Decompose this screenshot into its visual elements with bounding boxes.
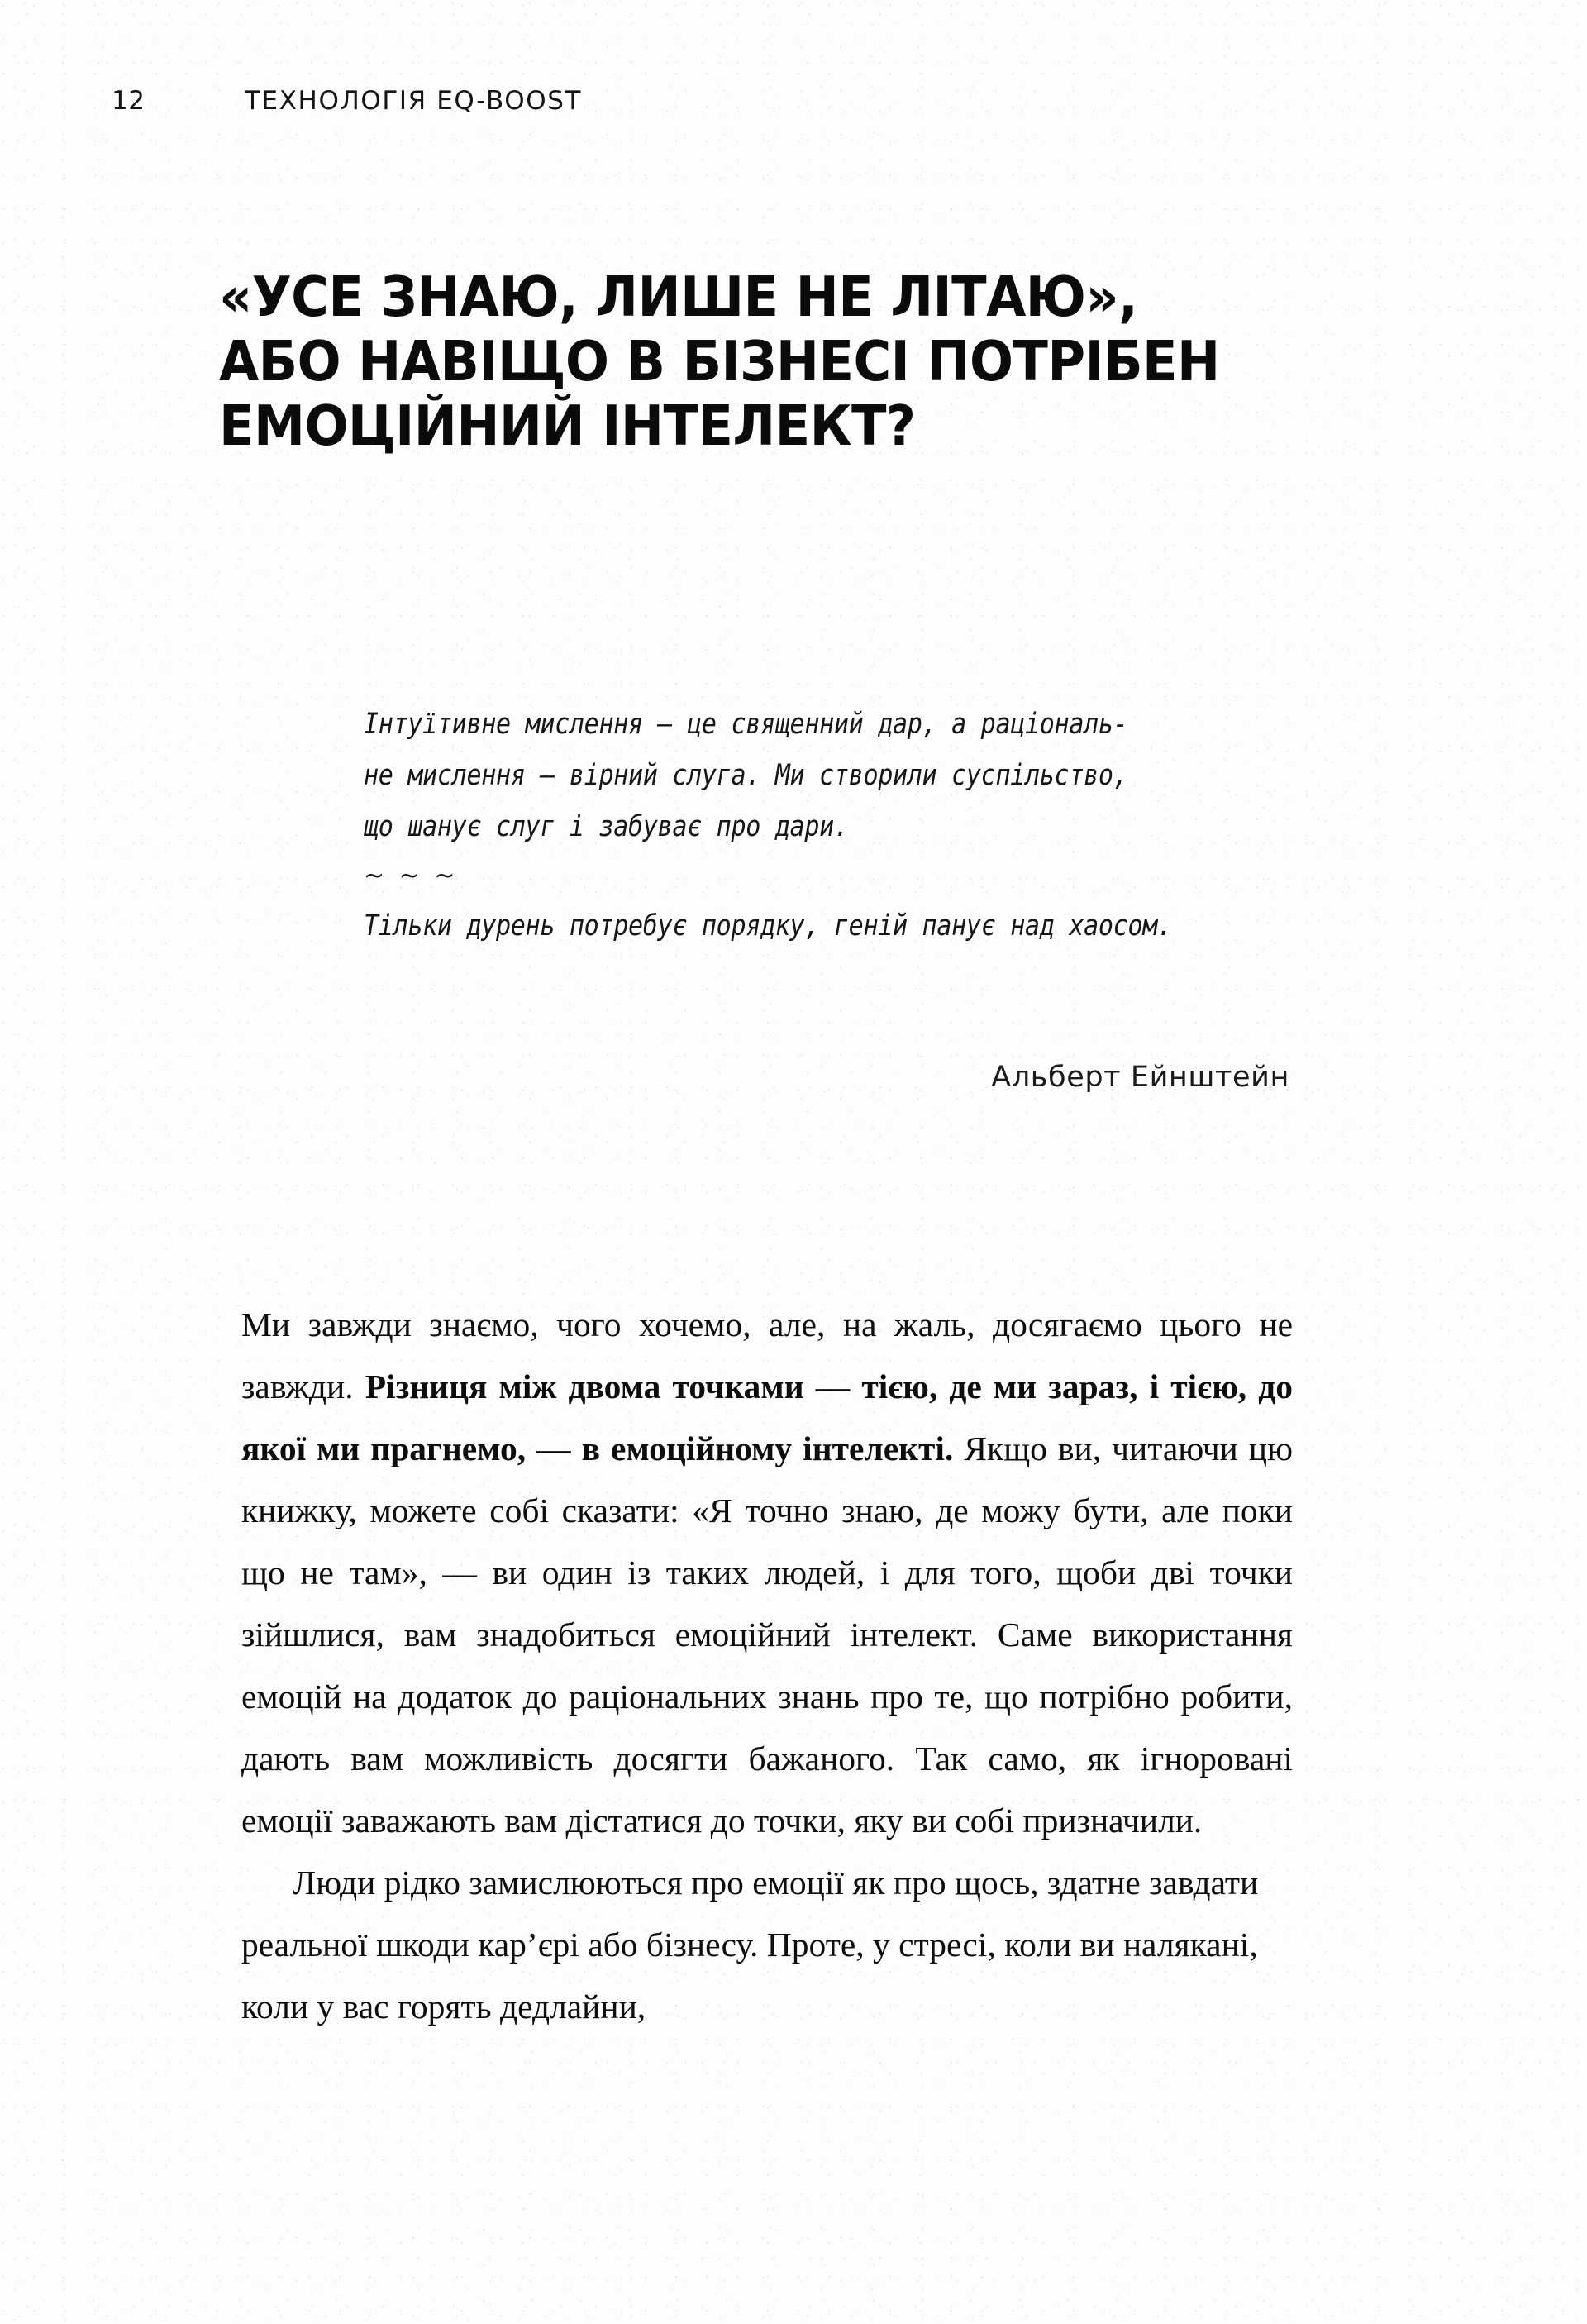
paragraph-2: Люди рідко замислюються про емоції як про щось, здатне завдати реальної шкоди кар’єрі або бізнесу. Проте, у стресі, коли ви налякані, коли у вас горять дедлайни,: [241, 1863, 1259, 2026]
chapter-title-line-2: АБО НАВІЩО В БІЗНЕСІ ПОТРІБЕН: [219, 329, 1220, 394]
epigraph-separator: ~ ~ ~: [364, 861, 459, 890]
page-number: 12: [112, 86, 145, 116]
running-head-title: ТЕХНОЛОГІЯ EQ-BOOST: [245, 86, 583, 116]
paragraph-1-part-2: Якщо ви, читаючи цю книжку, можете собі сказати: «Я точно знаю, де можу бути, але поки що не там», — ви один із таких людей, і для того, щоби дві точки зійшлися, вам знадобиться емоційний інтелект. Саме використання емоцій на додаток до раціональних знань про те, що потрібно робити, дають вам можливість досягти бажаного. Так само, як ігноровані емоції заважають вам дістатися до точки, яку ви собі призначили.: [241, 1429, 1293, 1840]
chapter-title: [219, 265, 1401, 458]
epigraph-attribution: Альберт Ейнштейн: [991, 1061, 1289, 1094]
body-copy: [241, 1294, 1293, 2038]
chapter-title-line-1: «УСЕ ЗНАЮ, ЛИШЕ НЕ ЛІТАЮ»,: [219, 265, 1138, 329]
paragraph-1-emphasis: Різниця між двома точками — тією, де ми зараз, і тією, до якої ми прагнемо, — в емоційному інтелекті.: [241, 1367, 1294, 1467]
epigraph-quote-1-line-1: Інтуїтивне мислення — це священний дар, а раціональ-: [364, 708, 1128, 741]
running-head: [112, 86, 582, 116]
chapter-title-line-3: ЕМОЦІЙНИЙ ІНТЕЛЕКТ?: [219, 394, 916, 458]
epigraph-quote-1-line-3: що шанує слуг і забуває про дари.: [364, 810, 849, 843]
paragraph-1-part-1: Ми завжди знаємо, чого хочемо, але, на жаль, досягаємо цього не завжди.: [241, 1305, 1293, 1405]
epigraph-quote-2-line-1: Тільки дурень потребує порядку, геній панує над хаосом.: [364, 909, 1172, 942]
paragraph-1: [241, 1294, 1293, 1852]
epigraph-quote-1-line-2: не мислення — вірний слуга. Ми створили суспільство,: [364, 759, 1128, 792]
epigraph-block: [364, 699, 1289, 952]
